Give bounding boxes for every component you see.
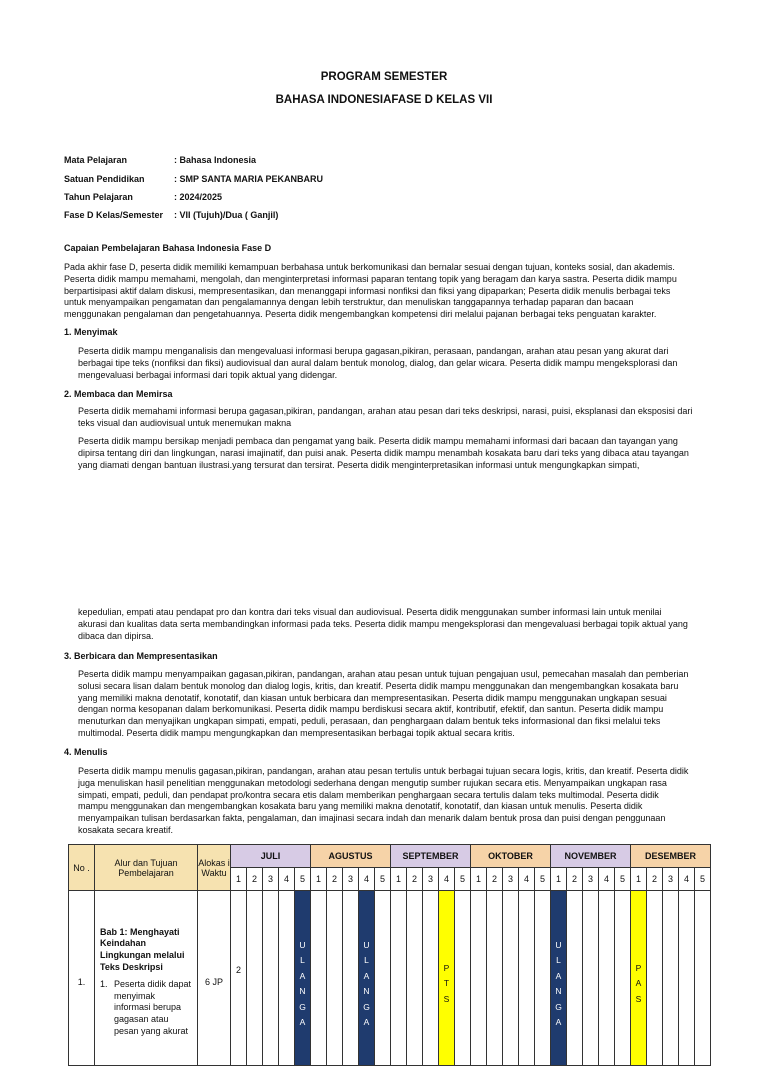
week-cell [679,891,695,1066]
month-header: OKTOBER [471,845,551,868]
week-header: 1 [631,868,647,891]
text-line: mampu menggunakan dan mengembangkan kosakata baru yang memiliki makna denotatif, konotatif, dan kiasan untuk menulis. Peserta didik [78,801,643,812]
info-label: Tahun Pelajaran [64,192,133,202]
marker-letter: A [363,970,370,981]
text-line: multimodal. Peserta didik mampu mengungkapkan dan mempresentasikan berbagai topik aktual secara kritis. [78,727,515,738]
marker-letter: N [299,986,306,996]
schedule-marker [439,891,455,1066]
week-header: 1 [311,868,327,891]
week-header: 3 [423,868,439,891]
text-line: berbagai tipe teks (nonfiksi dan fiksi) audiovisual dan aural dalam bentuk monolog, dialog, dan gelar wicara. Peserta didik mampu mengeksplorasi dan [78,357,678,368]
week-header: 1 [231,868,247,891]
text-line: Peserta didik mampu bersikap menjadi pembaca dan pengamat yang baik. Peserta didik mampu memahami informasi dari bacaan dan tayangan yang [78,436,678,446]
month-header: DESEMBER [631,845,711,868]
week-header: 1 [391,868,407,891]
info-value: : Bahasa Indonesia [174,155,257,165]
menulis-paragraph [78,766,702,837]
week-header: 2 [327,868,343,891]
schedule-marker [631,891,647,1066]
week-cell [583,891,599,1066]
week-cell [423,891,439,1066]
week-header: 4 [599,868,615,891]
marker-letter: G [363,1001,370,1012]
text-line: Peserta didik memahami informasi berupa gagasan,pikiran, pandangan, arahan atau pesan dari teks deskripsi, narasi, puisi, eksplanasi dan eksposisi dari [78,406,693,416]
menyimak-paragraph [78,346,702,381]
marker-letter: L [300,955,305,965]
info-value: : SMP SANTA MARIA PEKANBARU [174,174,324,184]
text-line: untuk menyampaikan pengamatan dan pengalamannya dengan lebih terstruktur, dan menuliskan tanggapannya terhadap paparan dan bacaan [64,297,634,308]
marker-letter: P [635,962,642,973]
info-label: Fase D Kelas/Semester [64,210,164,220]
text-line: kepedulian, empati atau pendapat pro dan kontra dari teks visual dan audiovisual. Peserta didik menggunakan sumber informasi lain untuk menilai [78,607,662,617]
week-header: 2 [487,868,503,891]
week-header: 3 [583,868,599,891]
week-cell [247,891,263,1066]
marker-letter: L [556,955,561,965]
col-header-alur: Alur dan Tujuan Pembelajaran [95,845,198,891]
marker-letter: A [635,978,642,989]
info-value: : VII (Tujuh)/Dua ( Ganjil) [174,210,279,220]
marker-letters [295,926,310,1031]
week-cell [455,891,471,1066]
text-line: simpati, empati, peduli, dan pendapat pro/kontra secara etis dalam memberikan penghargaan secara tertulis dalam teks multimodal. Peserta didik [78,789,659,800]
week-cell [311,891,327,1066]
month-header: AGUSTUS [311,845,391,868]
week-header: 5 [535,868,551,891]
marker-letter: A [555,1017,562,1027]
week-cell [471,891,487,1066]
schedule-table [68,844,711,1066]
table-row [69,891,711,1066]
col-header-no: No . [69,845,95,891]
week-cell [407,891,423,1066]
month-header: SEPTEMBER [391,845,471,868]
week-header: 5 [375,868,391,891]
row-content [95,891,198,1066]
week-header: 4 [679,868,695,891]
row-alokasi: 6 JP [198,891,231,1066]
schedule-marker [551,891,567,1066]
week-cell [343,891,359,1066]
row-number: 1. [69,891,95,1066]
marker-letter: A [363,1017,370,1027]
row-title: Bab 1: Menghayati Keindahan Lingkungan melalui Teks Deskripsi [100,926,185,972]
membaca-paragraph-3 [78,607,702,642]
week-header: 2 [567,868,583,891]
marker-letter: L [364,955,369,965]
text-line: juga menuliskan hasil penelitian menggunakan metodologi sederhana dengan mengutip sumber rujukan secara etis. Menyampaikan ungkapan rasa [78,777,667,788]
week-value-cell [231,891,247,1066]
marker-letter: S [443,993,450,1004]
week-cell [327,891,343,1066]
text-line: akurasi dan kualitas data serta membandingkan informasi pada teks. Peserta didik mampu mengeksplorasi dan mengevaluasi berbagai topik aktual yang [78,618,688,629]
membaca-paragraph-1 [78,406,702,430]
week-cell [503,891,519,1066]
week-header: 2 [407,868,423,891]
text-line: menuturkan dan menyajikan ungkapan simpati, empati, peduli, perasaan, dan penghargaan dalam bentuk teks informasional dan fiksi melalui teks [78,716,661,727]
week-header: 3 [263,868,279,891]
text-line: Peserta didik mampu menyampaikan gagasan,pikiran, pandangan, arahan atau pesan untuk tujuan pengajuan usul, pemecahan masalah dan pemberian [78,669,689,679]
sub-item-text: Peserta didik dapat menyimak informasi berupa gagasan atau pesan yang akurat [114,979,192,1036]
marker-letter: A [299,970,306,981]
doc-subtitle: BAHASA INDONESIAFASE D KELAS VII [275,94,493,106]
week-cell [263,891,279,1066]
text-line: Peserta didik mampu memahami, mengolah, dan menginterpretasi informasi paparan tentang topik yang beragam dan karya sastra. Peserta didik mampu [64,273,677,284]
section-heading-membaca: 2. Membaca dan Memirsa [64,389,173,399]
marker-letter: N [555,986,562,996]
week-cell [487,891,503,1066]
month-header: JULI [231,845,311,868]
week-header: 5 [295,868,311,891]
marker-letters [439,949,454,1008]
text-line: Peserta didik mampu menulis gagasan,pikiran, pandangan, arahan atau pesan tertulis untuk berbagai tujuan secara logis, kritis, dan kreatif. Peserta didik [78,766,689,776]
text-line: solusi secara lisan dalam bentuk monolog dan dialog logis, kritis, dan kreatif. Peserta didik mampu menggunakan dan mengembangkan kosakata baru [78,680,679,691]
marker-letter: U [299,939,306,950]
week-header: 4 [359,868,375,891]
week-header: 2 [647,868,663,891]
marker-letter: A [555,970,562,981]
week-header: 3 [343,868,359,891]
marker-letter: T [443,978,450,989]
week-cell [375,891,391,1066]
week-header: 4 [519,868,535,891]
marker-letters [551,926,566,1031]
berbicara-paragraph [78,669,702,740]
text-line: dengan norma kesopanan dalam berkomunikasi. Peserta didik mampu berdiskusi secara aktif, kontributif, efektif, dan santun. Peserta didik mampu [78,704,664,715]
week-header: 3 [663,868,679,891]
week-cell [279,891,295,1066]
month-header: NOVEMBER [551,845,631,868]
text-line: menggunakan pengalaman dan pengetahuannya. Peserta didik mengembangkan kompetensi diri melalui pajanan berbagai teks penguatan karakter. [64,309,657,320]
marker-letter: U [363,939,370,950]
marker-letter: S [635,993,642,1004]
text-line: mengevaluasi berbagai informasi dari topik aktual yang didengar. [78,369,338,380]
week-cell [519,891,535,1066]
week-cell [647,891,663,1066]
marker-letter: G [555,1001,562,1012]
schedule-marker [359,891,375,1066]
marker-letter: N [363,986,370,996]
marker-letter: P [443,962,450,973]
week-header: 5 [695,868,711,891]
text-line: Peserta didik mampu menganalisis dan mengevaluasi informasi berupa gagasan,pikiran, perasaan, pandangan, arahan atau pesan yang akurat dari [78,346,669,356]
sub-item-number: 1. [100,979,108,990]
doc-title: PROGRAM SEMESTER [320,71,448,83]
schedule-marker [295,891,311,1066]
week-header: 5 [455,868,471,891]
capaian-heading: Capaian Pembelajaran Bahasa Indonesia Fase D [64,243,272,253]
week-header: 5 [615,868,631,891]
marker-letter: G [299,1001,306,1012]
week-cell [663,891,679,1066]
text-line: yang memiliki makna denotatif, konotatif, dan kiasan untuk berbicara dan mempresentasikan. Peserta didik mampu menggunakan ungkapan sesuai [78,692,667,703]
week-cell [695,891,711,1066]
info-label: Mata Pelajaran [64,155,128,165]
week-header: 1 [471,868,487,891]
week-header: 1 [551,868,567,891]
info-label: Satuan Pendidikan [64,174,145,184]
marker-letters [631,949,646,1008]
sub-item [100,979,193,1037]
marker-letters [359,926,374,1031]
section-heading-berbicara: 3. Berbicara dan Mempresentasikan [64,651,218,661]
text-line: teks visual dan audiovisual untuk menemukan makna [78,417,292,428]
section-heading-menulis: 4. Menulis [64,747,108,757]
text-line: berpartisipasi aktif dalam diskusi, mempresentasikan, dan menanggapi informasi nonfiksi dan fiksi yang dipaparkan; Peserta didik menulis berbagai teks [64,285,671,296]
text-line: dibaca dan dipirsa. [78,630,154,641]
text-line: dipirsa tentang diri dan lingkungan, narasi imajinatif, dan puisi anak. Peserta didik mampu menambah kosakata baru dari teks yang dibaca atau tayangan [78,447,689,458]
week-header: 4 [439,868,455,891]
week-header: 3 [503,868,519,891]
week-cell [391,891,407,1066]
text-line: yang diamati dengan bantuan ilustrasi.yang tersurat dan tersirat. Peserta didik menginterpretasikan informasi untuk mengungkapkan simpati, [78,459,640,470]
week-header: 2 [247,868,263,891]
week-header: 4 [279,868,295,891]
marker-letter: U [555,939,562,950]
section-heading-menyimak: 1. Menyimak [64,327,118,337]
week-cell [599,891,615,1066]
text-line: kosakata secara kreatif. [78,824,174,835]
week-cell [615,891,631,1066]
week-value: 2 [235,965,241,975]
membaca-paragraph-2 [78,436,702,471]
marker-letter: A [299,1017,306,1027]
week-cell [567,891,583,1066]
info-value: : 2024/2025 [174,192,223,202]
text-line: menyampaikan tulisan berdasarkan fakta, pengalaman, dan imajinasi secara indah dan menarik dalam bentuk prosa dan puisi dengan penggunaan [78,813,666,824]
col-header-alokasi: Alokas i Waktu [198,845,231,891]
week-cell [535,891,551,1066]
capaian-paragraph [64,262,702,321]
text-line: Pada akhir fase D, peserta didik memiliki kemampuan berbahasa untuk berkomunikasi dan bernalar sesuai dengan tujuan, konteks sosial, dan akademis. [64,262,675,272]
